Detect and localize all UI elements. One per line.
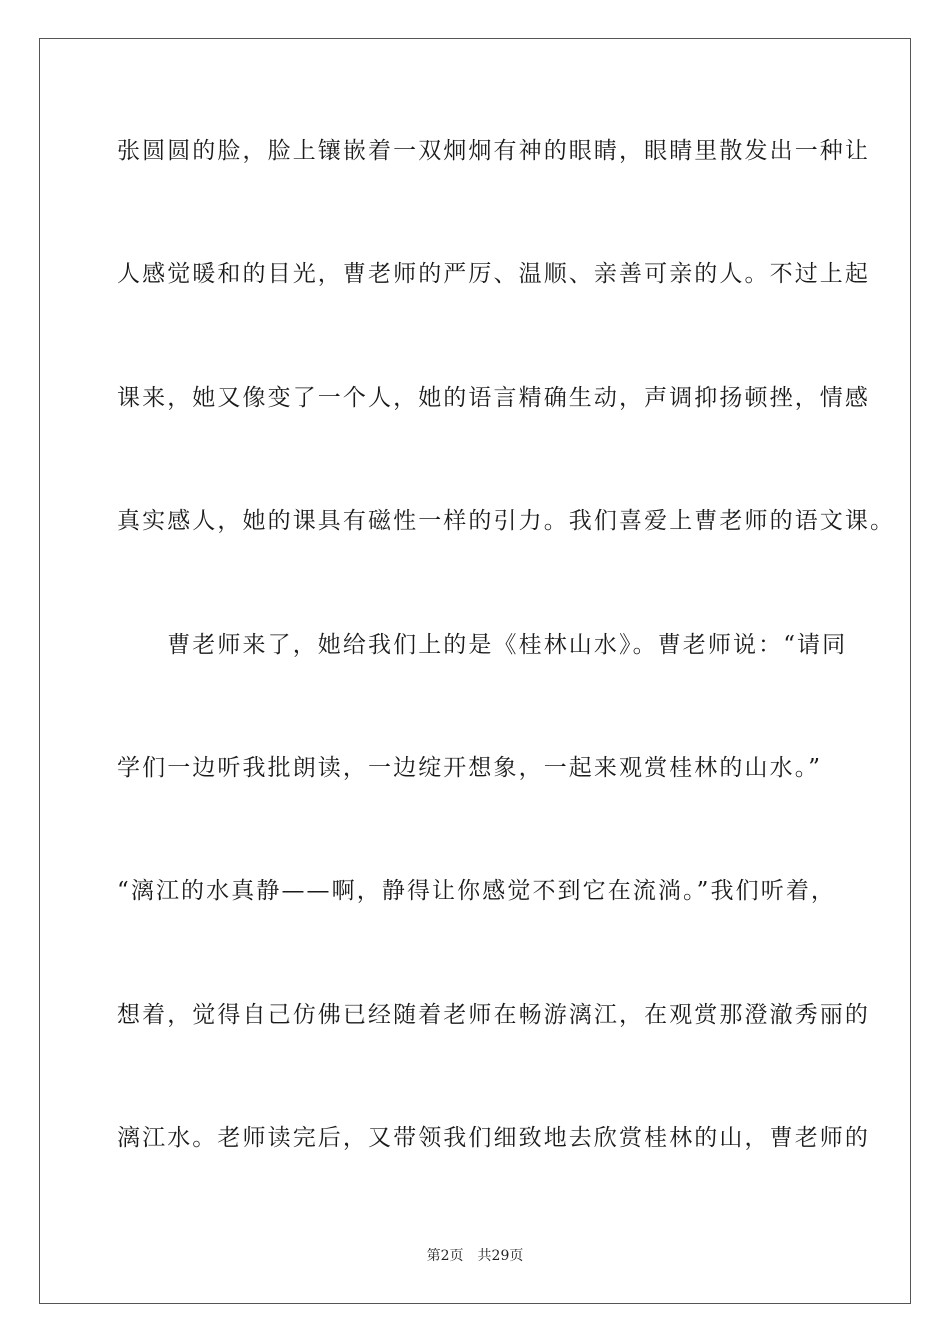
text-line: 曹老师来了，她给我们上的是《桂林山水》。曹老师说：“请同 <box>117 631 848 658</box>
text-line: 人感觉暖和的目光，曹老师的严厉、温顺、亲善可亲的人。不过上起 <box>117 261 870 288</box>
text-line: 真实感人，她的课具有磁性一样的引力。我们喜爱上曹老师的语文课。 <box>117 508 896 535</box>
text-line: 学们一边听我批朗读，一边绽开想象，一起来观赏桂林的山水。” <box>117 754 823 781</box>
text-line: 想着，觉得自己仿佛已经随着老师在畅游漓江，在观赏那澄澈秀丽的 <box>117 1001 870 1028</box>
text-line: 张圆圆的脸，脸上镶嵌着一双炯炯有神的眼睛，眼睛里散发出一种让 <box>117 138 870 164</box>
text-line: 漓江水。老师读完后，又带领我们细致地去欣赏桂林的山，曹老师的 <box>117 1125 870 1152</box>
text-line: 课来，她又像变了一个人，她的语言精确生动，声调抑扬顿挫，情感 <box>117 384 870 411</box>
page-number: 第2页 共29页 <box>426 1248 524 1264</box>
body-text <box>117 120 896 1231</box>
text-line: “漓江的水真静——啊，静得让你感觉不到它在流淌。”我们听着， <box>117 878 837 905</box>
